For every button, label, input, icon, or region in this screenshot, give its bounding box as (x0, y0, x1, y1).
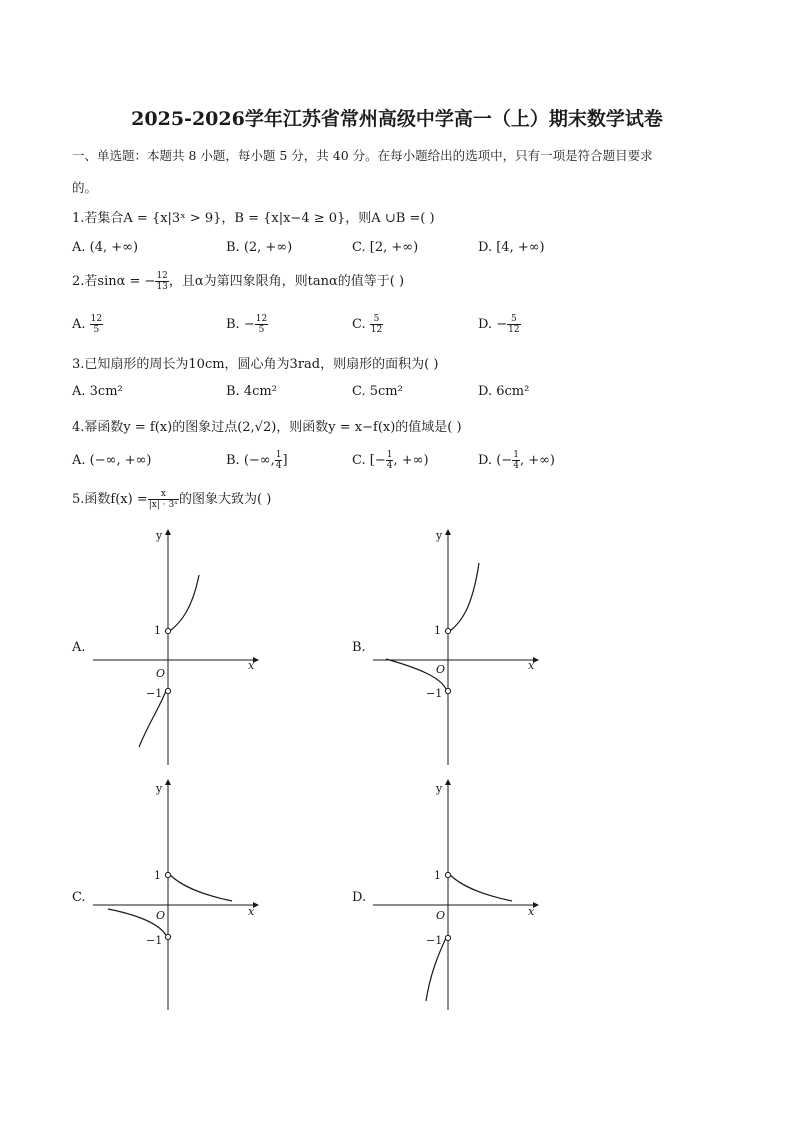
question-2-text (72, 270, 404, 292)
graph-b-open-point-pos (445, 628, 450, 633)
q2-option-b (226, 314, 268, 335)
q2-option-c-den: 12 (370, 325, 383, 335)
q2-option-c-frac (370, 314, 383, 335)
q4-option-b-post: ] (282, 453, 288, 468)
q2-suffix: ，且α为第四象限角，则tanα的值等于( ) (168, 274, 405, 289)
q5-frac-num: x (148, 489, 179, 500)
q2-frac-num: 12 (156, 271, 168, 281)
graph-c-tick-1: 1 (154, 869, 161, 882)
q2-option-d-frac (507, 314, 520, 335)
q4-option-d-den: 4 (513, 461, 519, 471)
question-5-text (72, 488, 271, 510)
q1-option-d: D. [4, +∞) (478, 240, 545, 255)
graph-c-open-point-neg (165, 934, 170, 939)
graph-a-origin: O (156, 667, 166, 680)
q4-option-d-num: 1 (513, 450, 519, 460)
graph-a-tick-1: 1 (154, 624, 161, 637)
q4-option-c-den: 4 (386, 461, 393, 471)
graph-d-y-label: y (436, 782, 443, 795)
graph-a-label: A. (72, 640, 86, 655)
graph-d-x-label: x (528, 905, 535, 918)
q4-option-b (226, 450, 288, 471)
q3-option-b: B. 4cm² (226, 384, 277, 399)
section-intro-line2: 的。 (72, 180, 98, 195)
graph-a (88, 525, 268, 770)
graph-a-open-point-pos (165, 628, 170, 633)
q4-option-b-num: 1 (275, 450, 282, 460)
q2-option-b-den: 5 (258, 325, 265, 335)
q4-option-c-num: 1 (386, 450, 393, 460)
graph-d-tick-neg1: −1 (426, 934, 443, 947)
section-intro-line1: 一、单选题：本题共 8 小题，每小题 5 分，共 40 分。在每小题给出的选项中，只有一项是符合题目要求 (72, 148, 653, 163)
page-title: 2025-2026学年江苏省常州高级中学高一（上）期末数学试卷 (131, 108, 663, 130)
q2-option-d-sign: − (496, 317, 508, 332)
q4-option-b-label: B. (−∞, (226, 453, 275, 468)
graph-b-open-point-neg (445, 688, 450, 693)
q4-option-d-post: , +∞) (519, 453, 555, 468)
graph-a-open-point-neg (165, 688, 170, 693)
graph-d-tick-1: 1 (434, 869, 441, 882)
q4-option-c-label: C. [− (352, 453, 386, 468)
graph-b-x-label: x (528, 659, 535, 672)
graph-c-open-point-pos (165, 872, 170, 877)
q1-option-b: B. (2, +∞) (226, 240, 293, 255)
graph-d-open-point-pos (445, 872, 450, 877)
q2-frac-den: 13 (156, 282, 168, 292)
q2-option-d-num: 5 (507, 314, 520, 325)
graph-a-y-label: y (156, 529, 163, 542)
q3-option-d: D. 6cm² (478, 384, 530, 399)
q4-option-d-frac (512, 450, 520, 471)
q3-option-a: A. 3cm² (72, 384, 123, 399)
graph-b-origin: O (436, 663, 446, 676)
graph-d-origin: O (436, 909, 446, 922)
graph-d-curve-right (450, 875, 512, 901)
q4-option-c (352, 450, 429, 471)
graph-c-curve-right (170, 875, 232, 901)
q4-option-c-post: , +∞) (393, 453, 429, 468)
q2-option-c-label: C. (352, 317, 366, 332)
graph-d-label: D. (352, 890, 367, 905)
q5-frac-den: |x| · 3ˣ (148, 500, 178, 510)
q2-fraction (155, 271, 168, 292)
q5-prefix: 5.函数f(x) = (72, 492, 148, 507)
graph-a-x-label: x (248, 659, 255, 672)
q5-suffix: 的图象大致为( ) (178, 492, 272, 507)
graph-b (368, 525, 548, 770)
question-4-text: 4.幂函数y = f(x)的图象过点(2,√2)，则函数y = x−f(x)的值域是( ) (72, 420, 462, 435)
q3-option-c: C. 5cm² (352, 384, 403, 399)
graph-b-label: B. (352, 640, 366, 655)
q2-option-a-den: 5 (93, 325, 100, 335)
q5-fraction (148, 489, 179, 510)
q2-option-a-num: 12 (90, 314, 103, 324)
graph-b-curve-right (450, 563, 479, 631)
q2-prefix: 2.若sinα = − (72, 274, 156, 289)
q1-option-a: A. (4, +∞) (72, 240, 139, 255)
question-1-text: 1.若集合A = {x|3ˣ > 9}，B = {x|x−4 ≥ 0}，则A ∪B =( ) (72, 211, 435, 226)
graph-c-tick-neg1: −1 (146, 934, 163, 947)
q4-option-d (478, 450, 555, 471)
q4-option-a: A. (−∞, +∞) (72, 453, 152, 468)
q2-option-a (72, 314, 103, 335)
q2-option-c-num: 5 (370, 314, 383, 325)
graph-c-y-label: y (156, 782, 163, 795)
graph-a-tick-neg1: −1 (146, 687, 163, 700)
q2-option-b-label: B. (226, 317, 240, 332)
graph-c-label: C. (72, 890, 86, 905)
graph-c-x-label: x (248, 905, 255, 918)
question-3-text: 3.已知扇形的周长为10cm，圆心角为3rad，则扇形的面积为( ) (72, 357, 439, 372)
graph-b-y-label: y (436, 529, 443, 542)
graph-c (88, 775, 268, 1015)
graph-b-tick-neg1: −1 (426, 687, 443, 700)
q2-option-b-frac (255, 314, 268, 335)
q2-option-d-label: D. (478, 317, 493, 332)
q1-option-c: C. [2, +∞) (352, 240, 419, 255)
graph-a-curve-right (170, 575, 199, 631)
q2-option-b-sign: − (243, 317, 255, 332)
graph-b-tick-1: 1 (434, 624, 441, 637)
q2-option-a-label: A. (72, 317, 86, 332)
graph-d-curve-left (426, 938, 446, 1001)
graph-d-open-point-neg (445, 935, 450, 940)
q2-option-b-num: 12 (255, 314, 268, 324)
q4-option-b-den: 4 (275, 461, 282, 471)
q2-option-a-frac (90, 314, 103, 335)
graph-d (368, 775, 548, 1015)
q4-option-d-label: D. (− (478, 453, 513, 468)
graph-c-origin: O (156, 909, 166, 922)
q2-option-d (478, 314, 521, 335)
q2-option-c (352, 314, 383, 335)
q2-option-d-den: 12 (508, 325, 520, 335)
